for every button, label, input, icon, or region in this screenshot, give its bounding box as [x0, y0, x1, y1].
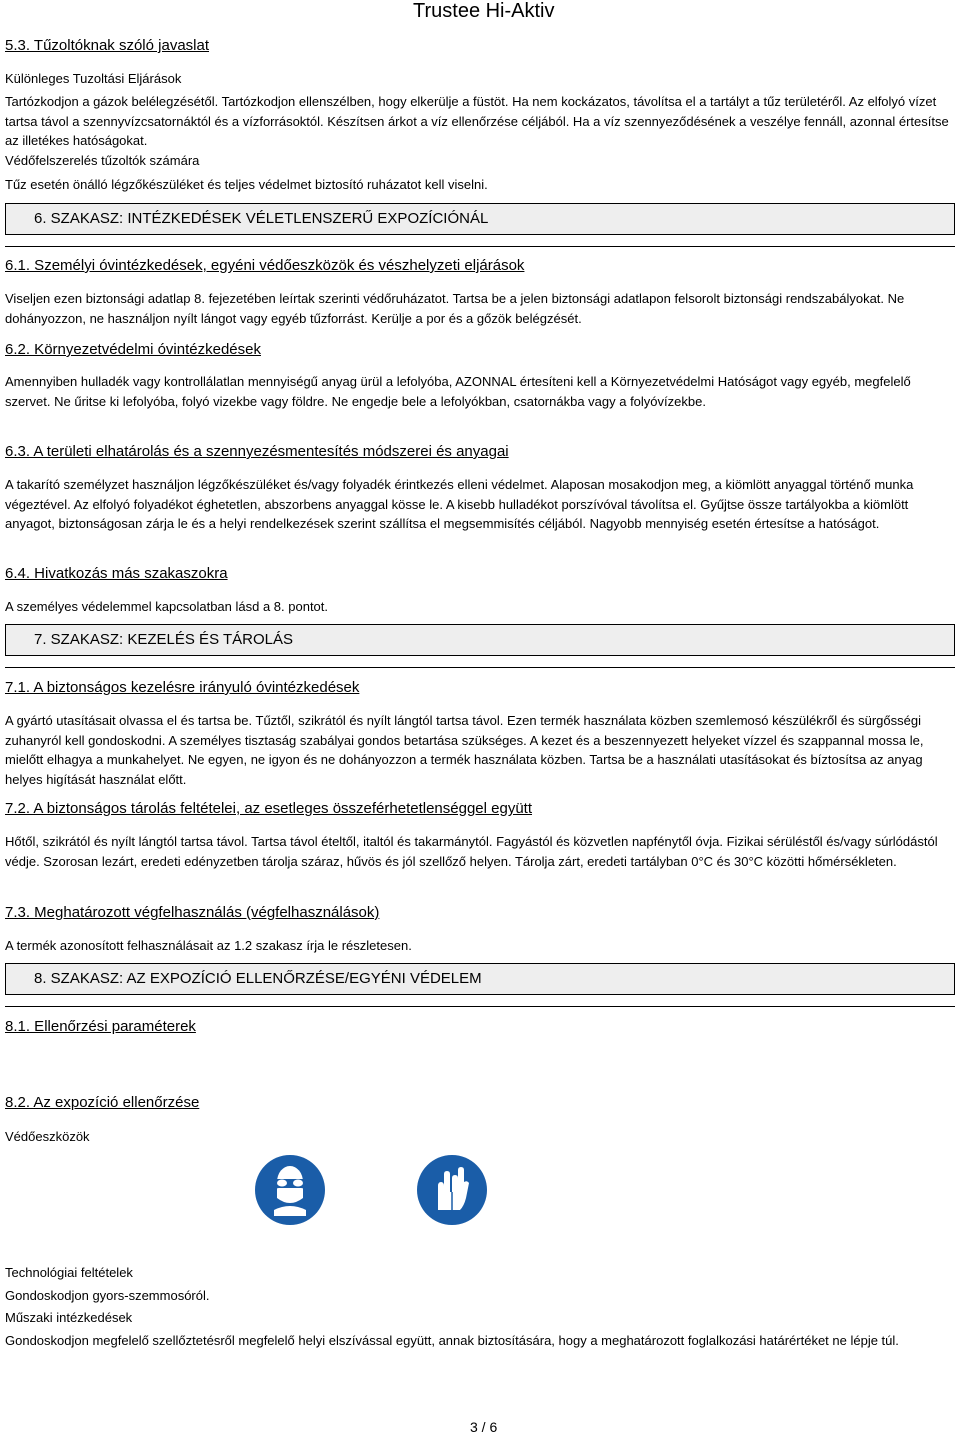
firefighter-ppe-text: Tűz esetén önálló légzőkészüléket és teljes védelmet biztosító ruházatot kell viselni.	[5, 177, 488, 192]
special-procedures-text: Tartózkodjon a gázok belélegzésétől. Tartózkodjon ellenszélben, hogy elkerülje a füstöt. Ha nem kockázatos, távolítsa el a tartályt a tűz területéről. Az elfolyó vízet tartsa távol a szennyvízcsatornáktól és a vízforrásoktól. Készítsen árkot a víz ellenőrzése céljából. Ha a víz szennyeződésének a veszélye fennáll, azonnal értesítse az illetékes hatóságokat.	[5, 94, 949, 149]
section-6-title: 6. SZAKASZ: INTÉZKEDÉSEK VÉLETLENSZERŰ EXPOZÍCIÓNÁL	[34, 210, 489, 227]
section-7-3-text: A termék azonosított felhasználásait az 1.2 szakasz írja le részletesen.	[5, 938, 412, 953]
section-7-title: 7. SZAKASZ: KEZELÉS ÉS TÁROLÁS	[34, 631, 293, 648]
section-7-3-heading: 7.3. Meghatározott végfelhasználás (végfelhasználások)	[5, 904, 380, 921]
special-procedures-label: Különleges Tuzoltási Eljárások	[5, 71, 182, 86]
firefighter-ppe-label: Védőfelszerelés tűzoltók számára	[5, 153, 200, 168]
section-8-title: 8. SZAKASZ: AZ EXPOZÍCIÓ ELLENŐRZÉSE/EGYÉNI VÉDELEM	[34, 970, 482, 987]
section-8-1-heading: 8.1. Ellenőrzési paraméterek	[5, 1018, 196, 1035]
section-6-3-text: A takarító személyzet használjon légzőkészüléket és/vagy folyadék érintkezés elleni védelmet. Alaposan mosakodjon meg, a kiömlött anyaggal történő munka végeztével. Az elfolyó folyadékot éghetetlen, abszorbens anyaggal kösse le. A kisebb hulladékot porszívóval távolítsa el. Gyűjtse össze tartályokba a kiömlött anyagot, biztonságosan zárja le és a helyi rendelkezések szerint szállítsa el megsemmisítés céljából. Nagyobb mennyiség esetén értesítse a hatóságot.	[5, 477, 914, 532]
page-number: 3 / 6	[470, 1419, 498, 1435]
section-6-1-heading: 6.1. Személyi óvintézkedések, egyéni védőeszközök és vészhelyzeti eljárások	[5, 257, 525, 274]
section-5-3-heading: 5.3. Tűzoltóknak szóló javaslat	[5, 37, 210, 54]
section-6-2-heading: 6.2. Környezetvédelmi óvintézkedések	[5, 341, 261, 358]
ppe-label: Védőeszközök	[5, 1129, 90, 1144]
section-7-1-heading: 7.1. A biztonságos kezelésre irányuló óvintézkedések	[5, 679, 360, 696]
section-7-bar	[5, 624, 955, 656]
section-divider	[5, 1006, 955, 1007]
section-6-1-text: Viseljen ezen biztonsági adatlap 8. fejezetében leírtak szerinti védőruházatot. Tartsa be a jelen biztonsági adatlapon felsorolt biztonsági rendszabályokat. Ne dohányozzon, ne használjon nyílt lángot vagy egyéb tűzforrást. Kerülje a por és a gőzök belégzését.	[5, 291, 905, 326]
section-8-bar	[5, 963, 955, 995]
engineering-measures-text: Gondoskodjon megfelelő szellőztetésről megfelelő helyi elszívással együtt, annak biztosítására, hogy a meghatározott foglalkozási határértéket ne lépje túl.	[5, 1333, 899, 1348]
engineering-measures-label: Műszaki intézkedések	[5, 1310, 133, 1325]
section-6-4-heading: 6.4. Hivatkozás más szakaszokra	[5, 565, 228, 582]
document-product-name: Trustee Hi-Aktiv	[413, 0, 555, 22]
gloves-icon	[414, 1152, 490, 1228]
section-6-3-heading: 6.3. A területi elhatárolás és a szennyezésmentesítés módszerei és anyagai	[5, 443, 509, 460]
section-divider	[5, 246, 955, 247]
section-6-bar	[5, 203, 955, 235]
section-8-2-heading: 8.2. Az expozíció ellenőrzése	[5, 1094, 200, 1111]
technological-conditions-text: Gondoskodjon gyors-szemmosóról.	[5, 1288, 210, 1303]
section-7-2-text: Hőtől, szikrától és nyílt lángtól tartsa távol. Tartsa távol ételtől, italtól és takarmánytól. Fagyástól és közvetlen napfénytől óvja. Fizikai sérüléstől és/vagy súrlódástól védje. Szorosan lezárt, eredeti edényzetben tárolja száraz, hűvös és jól szellőző helyen. Tárolja zárt, eredeti tartályban 0°C és 30°C közötti hőmérsékleten.	[5, 834, 938, 869]
section-7-1-text: A gyártó utasításait olvassa el és tartsa be. Tűztől, szikrától és nyílt lángtól tartsa távol. Ezen termék használata közben szemlemosó készülékről és sürgősségi zuhanyról kell gondoskodni. A személyes tisztaság szabályai gondos betartása szükséges. A kezet és a beszennyezett helyeket vízzel és szappannal mossa le, mielőtt elhagya a munkahelyet. Ne egyen, ne igyon és ne dohányozzon a termék használata közben. Tartsa be a használati utasításokat és bíztosítsa az anyag helyes higítását használat előtt.	[5, 713, 924, 787]
section-7-2-heading: 7.2. A biztonságos tárolás feltételei, az esetleges összeférhetetlenséggel együtt	[5, 800, 533, 817]
face-protection-icon	[252, 1152, 328, 1228]
section-6-4-text: A személyes védelemmel kapcsolatban lásd a 8. pontot.	[5, 599, 329, 614]
section-6-2-text: Amennyiben hulladék vagy kontrollálatlan mennyiségű anyag ürül a lefolyóba, AZONNAL értesíteni kell a Környezetvédelmi Hatóságot vagy egyéb, megfelelő szervet. Ne űritse ki lefolyóba, folyó vizekbe vagy földre. Ne engedje bele a lefolyókban, csatornákba vagy a folyóvízekbe.	[5, 374, 911, 409]
technological-conditions-label: Technológiai feltételek	[5, 1265, 133, 1280]
section-divider	[5, 667, 955, 668]
